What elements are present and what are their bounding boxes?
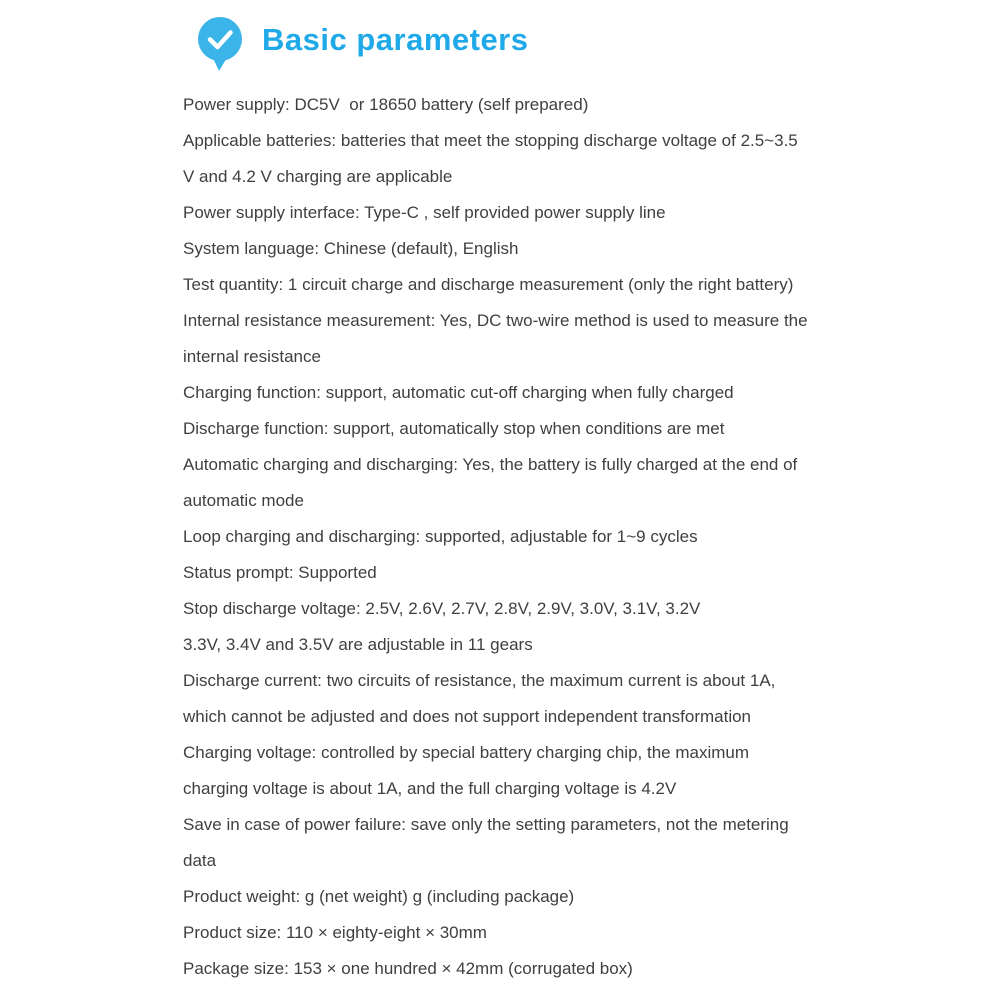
parameter-line: 3.3V, 3.4V and 3.5V are adjustable in 11 gears <box>183 635 533 654</box>
parameter-line: Loop charging and discharging: supported, adjustable for 1~9 cycles <box>183 527 698 546</box>
parameter-line: Power supply interface: Type-C , self provided power supply line <box>183 203 666 222</box>
parameter-line: Power supply: DC5V or 18650 battery (self prepared) <box>183 95 589 114</box>
parameter-line: Package size: 153 × one hundred × 42mm (corrugated box) <box>183 959 633 978</box>
section-title: Basic parameters <box>262 22 529 57</box>
parameter-line: which cannot be adjusted and does not support independent transformation <box>183 707 752 726</box>
parameter-line: Discharge function: support, automatically stop when conditions are met <box>183 419 725 438</box>
parameter-line: data <box>183 851 217 870</box>
parameter-line: Internal resistance measurement: Yes, DC two-wire method is used to measure the <box>183 311 808 330</box>
parameter-line: internal resistance <box>183 347 321 366</box>
parameter-line: Charging voltage: controlled by special battery charging chip, the maximum <box>183 743 750 762</box>
parameter-line: V and 4.2 V charging are applicable <box>183 167 453 186</box>
parameter-line: Discharge current: two circuits of resistance, the maximum current is about 1A, <box>183 671 776 690</box>
parameters-list <box>183 87 883 987</box>
parameter-line: Save in case of power failure: save only the setting parameters, not the metering <box>183 815 789 834</box>
parameter-line: System language: Chinese (default), English <box>183 239 519 258</box>
check-bubble-icon <box>196 16 244 74</box>
parameter-line: automatic mode <box>183 491 304 510</box>
parameter-line: Automatic charging and discharging: Yes, the battery is fully charged at the end of <box>183 455 798 474</box>
parameter-line: Test quantity: 1 circuit charge and discharge measurement (only the right battery) <box>183 275 794 294</box>
parameter-line: Stop discharge voltage: 2.5V, 2.6V, 2.7V, 2.8V, 2.9V, 3.0V, 3.1V, 3.2V <box>183 599 701 618</box>
parameter-line: Product weight: g (net weight) g (including package) <box>183 887 575 906</box>
section-header <box>196 16 529 74</box>
parameter-line: charging voltage is about 1A, and the full charging voltage is 4.2V <box>183 779 677 798</box>
parameter-line: Product size: 110 × eighty-eight × 30mm <box>183 923 487 942</box>
parameter-line: Status prompt: Supported <box>183 563 377 582</box>
parameter-line: Applicable batteries: batteries that meet the stopping discharge voltage of 2.5~3.5 <box>183 131 798 150</box>
parameter-line: Charging function: support, automatic cut-off charging when fully charged <box>183 383 734 402</box>
